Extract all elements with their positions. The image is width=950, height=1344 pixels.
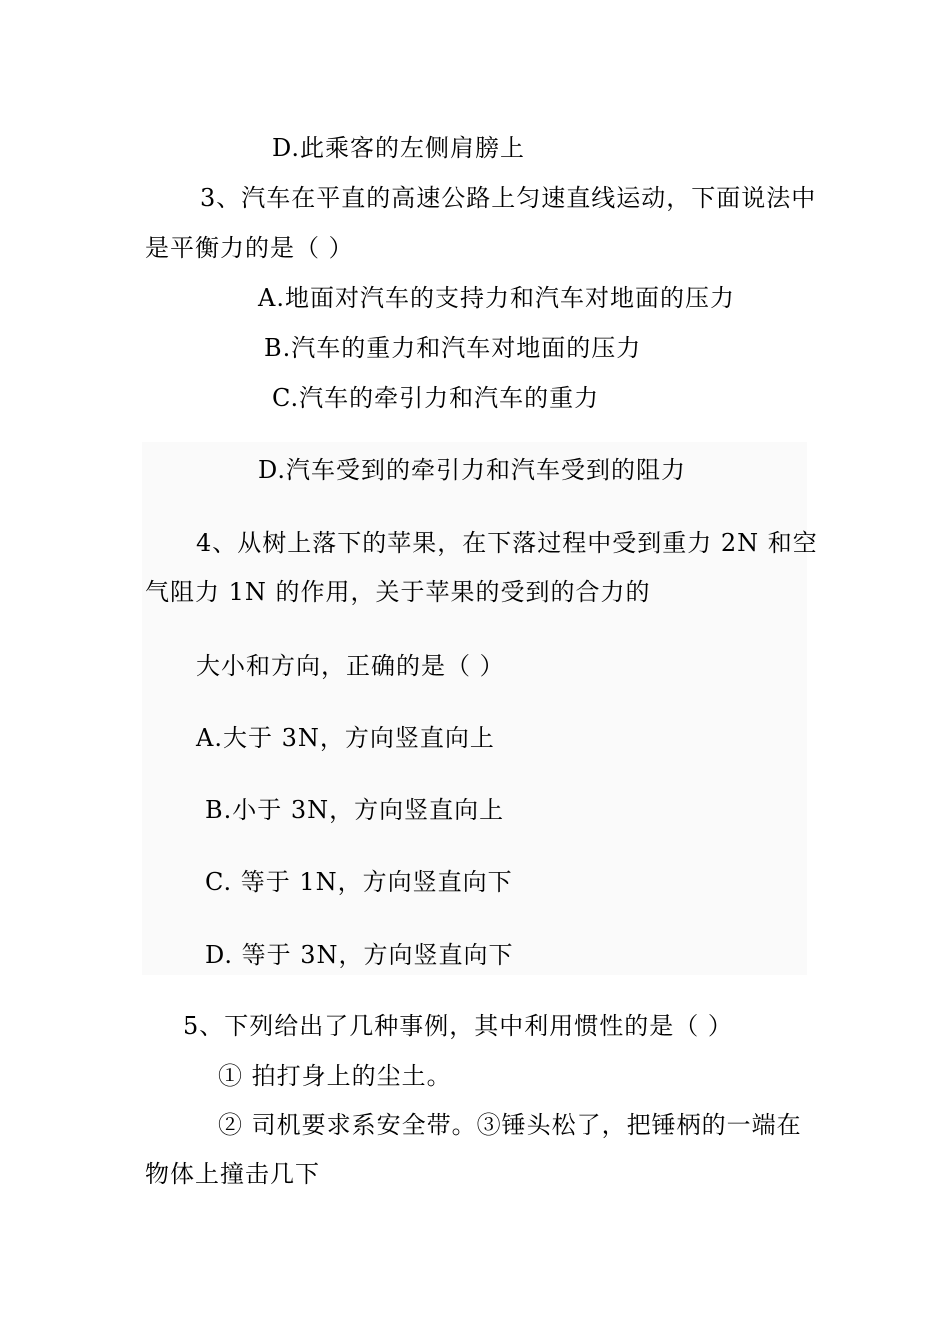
question-3-option-d: D.汽车受到的牵引力和汽车受到的阻力 (258, 456, 687, 484)
question-5-item-3-cont: 物体上撞击几下 (145, 1160, 320, 1188)
question-4-stem: 4、从树上落下的苹果，在下落过程中受到重力 2N 和空 (196, 529, 818, 557)
question-4-option-a: A.大于 3N，方向竖直向上 (196, 724, 495, 752)
question-4-option-c: C. 等于 1N，方向竖直向下 (205, 868, 513, 896)
question-4-stem-cont-2: 大小和方向，正确的是（ ） (196, 652, 505, 680)
question-5-item-1: ① 拍打身上的尘土。 (218, 1062, 452, 1090)
question-3-option-c: C.汽车的牵引力和汽车的重力 (272, 384, 600, 412)
question-4-option-b: B.小于 3N，方向竖直向上 (205, 796, 505, 824)
option-3d-prev: D.此乘客的左侧肩膀上 (272, 134, 526, 162)
question-3-stem-cont: 是平衡力的是（ ） (145, 234, 354, 262)
question-4-stem-cont: 气阻力 1N 的作用，关于苹果的受到的合力的 (145, 578, 651, 606)
question-5-item-2-3: ② 司机要求系安全带。③锤头松了，把锤柄的一端在 (218, 1111, 802, 1139)
question-4-option-d: D. 等于 3N，方向竖直向下 (205, 941, 514, 969)
question-3-option-b: B.汽车的重力和汽车对地面的压力 (264, 334, 642, 362)
question-5-stem: 5、下列给出了几种事例，其中利用惯性的是（ ） (183, 1012, 733, 1040)
question-3-option-a: A.地面对汽车的支持力和汽车对地面的压力 (258, 284, 735, 312)
question-3-stem: 3、汽车在平直的高速公路上匀速直线运动，下面说法中 (200, 184, 817, 212)
